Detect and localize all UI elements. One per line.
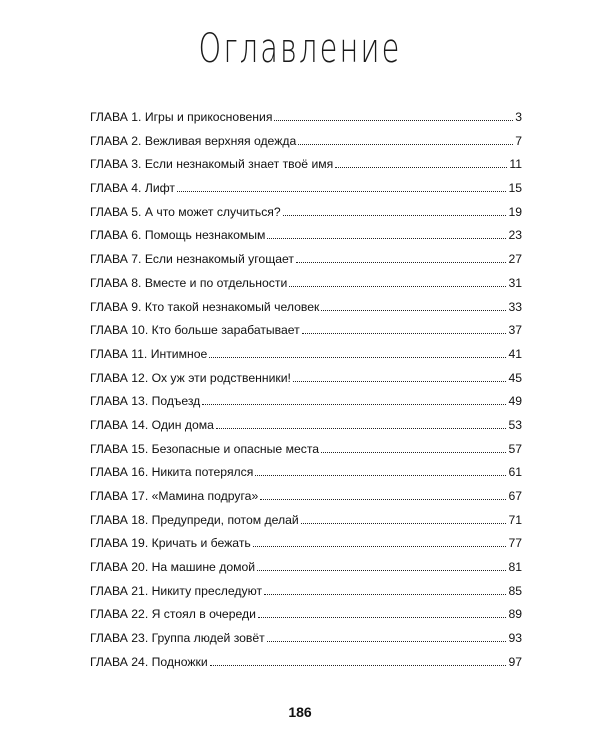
toc-entry-title: ГЛАВА 7. Если незнакомый угощает [90, 252, 294, 267]
toc-entry-page: 15 [508, 181, 522, 196]
dot-leader [289, 285, 506, 287]
toc-entry-title: ГЛАВА 21. Никиту преследуют [90, 583, 263, 598]
dot-leader [335, 166, 507, 168]
dot-leader [216, 427, 507, 429]
toc-entry-page: 27 [508, 252, 522, 267]
toc-entry-title: ГЛАВА 4. Лифт [90, 181, 175, 196]
toc-entry [90, 418, 522, 442]
toc-entry-title: ГЛАВА 15. Безопасные и опасные места [90, 441, 320, 456]
dot-leader [260, 498, 506, 500]
page-number: 186 [288, 704, 312, 720]
page-title: Оглавление [198, 26, 402, 72]
toc-entry-title: ГЛАВА 17. «Мамина подруга» [90, 489, 259, 503]
toc-entry [90, 300, 522, 324]
toc-entry-page: 61 [508, 465, 522, 480]
toc-entry-page: 31 [508, 275, 522, 290]
dot-leader [296, 261, 506, 263]
toc-entry [90, 323, 522, 347]
toc-entry-page: 33 [508, 299, 522, 314]
toc-entry [90, 442, 522, 466]
dot-leader [267, 640, 507, 642]
toc-entry [90, 584, 522, 608]
toc-entry-title: ГЛАВА 14. Один дома [90, 417, 214, 432]
toc-entry [90, 631, 522, 655]
toc-entry-title: ГЛАВА 22. Я стоял в очереди [90, 607, 256, 622]
dot-leader [301, 522, 507, 524]
dot-leader [255, 474, 506, 476]
toc-entry-page: 71 [508, 512, 522, 527]
toc-entry-title: ГЛАВА 11. Интимное [90, 346, 208, 361]
toc-entry [90, 347, 522, 371]
toc-entry-title: ГЛАВА 16. Никита потерялся [90, 465, 254, 480]
toc-entry-page: 89 [508, 607, 522, 622]
toc-entry-page: 85 [508, 583, 522, 598]
dot-leader [283, 214, 507, 216]
toc-entry-page: 37 [508, 323, 522, 338]
toc-entry-page: 67 [508, 489, 522, 503]
toc-entry-title: ГЛАВА 6. Помощь незнакомым [90, 228, 266, 243]
toc-entry [90, 205, 522, 229]
toc-entry-page: 7 [515, 133, 522, 148]
toc-entry [90, 252, 522, 276]
toc-entry [90, 655, 522, 679]
toc-entry [90, 157, 522, 181]
toc-entry-page: 23 [508, 228, 522, 243]
dot-leader [209, 356, 506, 358]
toc-entry [90, 465, 522, 489]
toc-entry-title: ГЛАВА 23. Группа людей зовёт [90, 631, 265, 646]
table-of-contents [90, 110, 522, 679]
toc-entry-page: 93 [508, 631, 522, 646]
toc-entry [90, 513, 522, 537]
dot-leader [253, 545, 507, 547]
toc-entry-page: 3 [515, 110, 522, 124]
toc-entry-title: ГЛАВА 13. Подъезд [90, 394, 201, 409]
toc-entry [90, 489, 522, 513]
dot-leader [321, 309, 506, 311]
toc-entry-page: 97 [508, 654, 522, 669]
dot-leader [257, 569, 506, 571]
toc-entry [90, 607, 522, 631]
toc-entry-page: 19 [508, 204, 522, 219]
dot-leader [177, 190, 506, 192]
toc-entry-title: ГЛАВА 20. На машине домой [90, 560, 256, 575]
toc-entry-title: ГЛАВА 5. А что может случиться? [90, 204, 281, 219]
dot-leader [264, 593, 506, 595]
toc-entry-page: 77 [508, 536, 522, 551]
dot-leader [202, 403, 506, 405]
dot-leader [321, 451, 506, 453]
toc-entry-title: ГЛАВА 12. Ох уж эти родственники! [90, 370, 291, 385]
toc-entry-page: 11 [509, 157, 522, 172]
toc-entry-title: ГЛАВА 8. Вместе и по отдельности [90, 275, 288, 290]
dot-leader [267, 237, 506, 239]
toc-entry-page: 45 [508, 370, 522, 385]
toc-entry [90, 371, 522, 395]
toc-entry-page: 57 [508, 441, 522, 456]
toc-entry-title: ГЛАВА 19. Кричать и бежать [90, 536, 251, 551]
toc-entry [90, 560, 522, 584]
toc-entry [90, 276, 522, 300]
toc-entry [90, 228, 522, 252]
toc-entry-page: 53 [508, 417, 522, 432]
dot-leader [302, 332, 507, 334]
toc-entry [90, 394, 522, 418]
toc-entry-title: ГЛАВА 9. Кто такой незнакомый человек [90, 299, 320, 314]
toc-entry [90, 110, 522, 134]
dot-leader [258, 616, 507, 618]
toc-entry-page: 81 [508, 560, 522, 575]
toc-entry-title: ГЛАВА 1. Игры и прикосновения [90, 110, 273, 124]
toc-entry-title: ГЛАВА 24. Подножки [90, 654, 208, 669]
toc-entry [90, 536, 522, 560]
toc-entry [90, 181, 522, 205]
toc-entry [90, 134, 522, 158]
dot-leader [293, 380, 507, 382]
dot-leader [298, 143, 513, 145]
toc-entry-title: ГЛАВА 3. Если незнакомый знает твоё имя [90, 157, 334, 172]
toc-entry-title: ГЛАВА 10. Кто больше зарабатывает [90, 323, 300, 338]
toc-entry-page: 49 [508, 394, 522, 409]
dot-leader [274, 119, 513, 121]
toc-entry-title: ГЛАВА 2. Вежливая верхняя одежда [90, 133, 297, 148]
dot-leader [210, 664, 507, 666]
toc-entry-page: 41 [508, 346, 522, 361]
toc-entry-title: ГЛАВА 18. Предупреди, потом делай [90, 512, 299, 527]
